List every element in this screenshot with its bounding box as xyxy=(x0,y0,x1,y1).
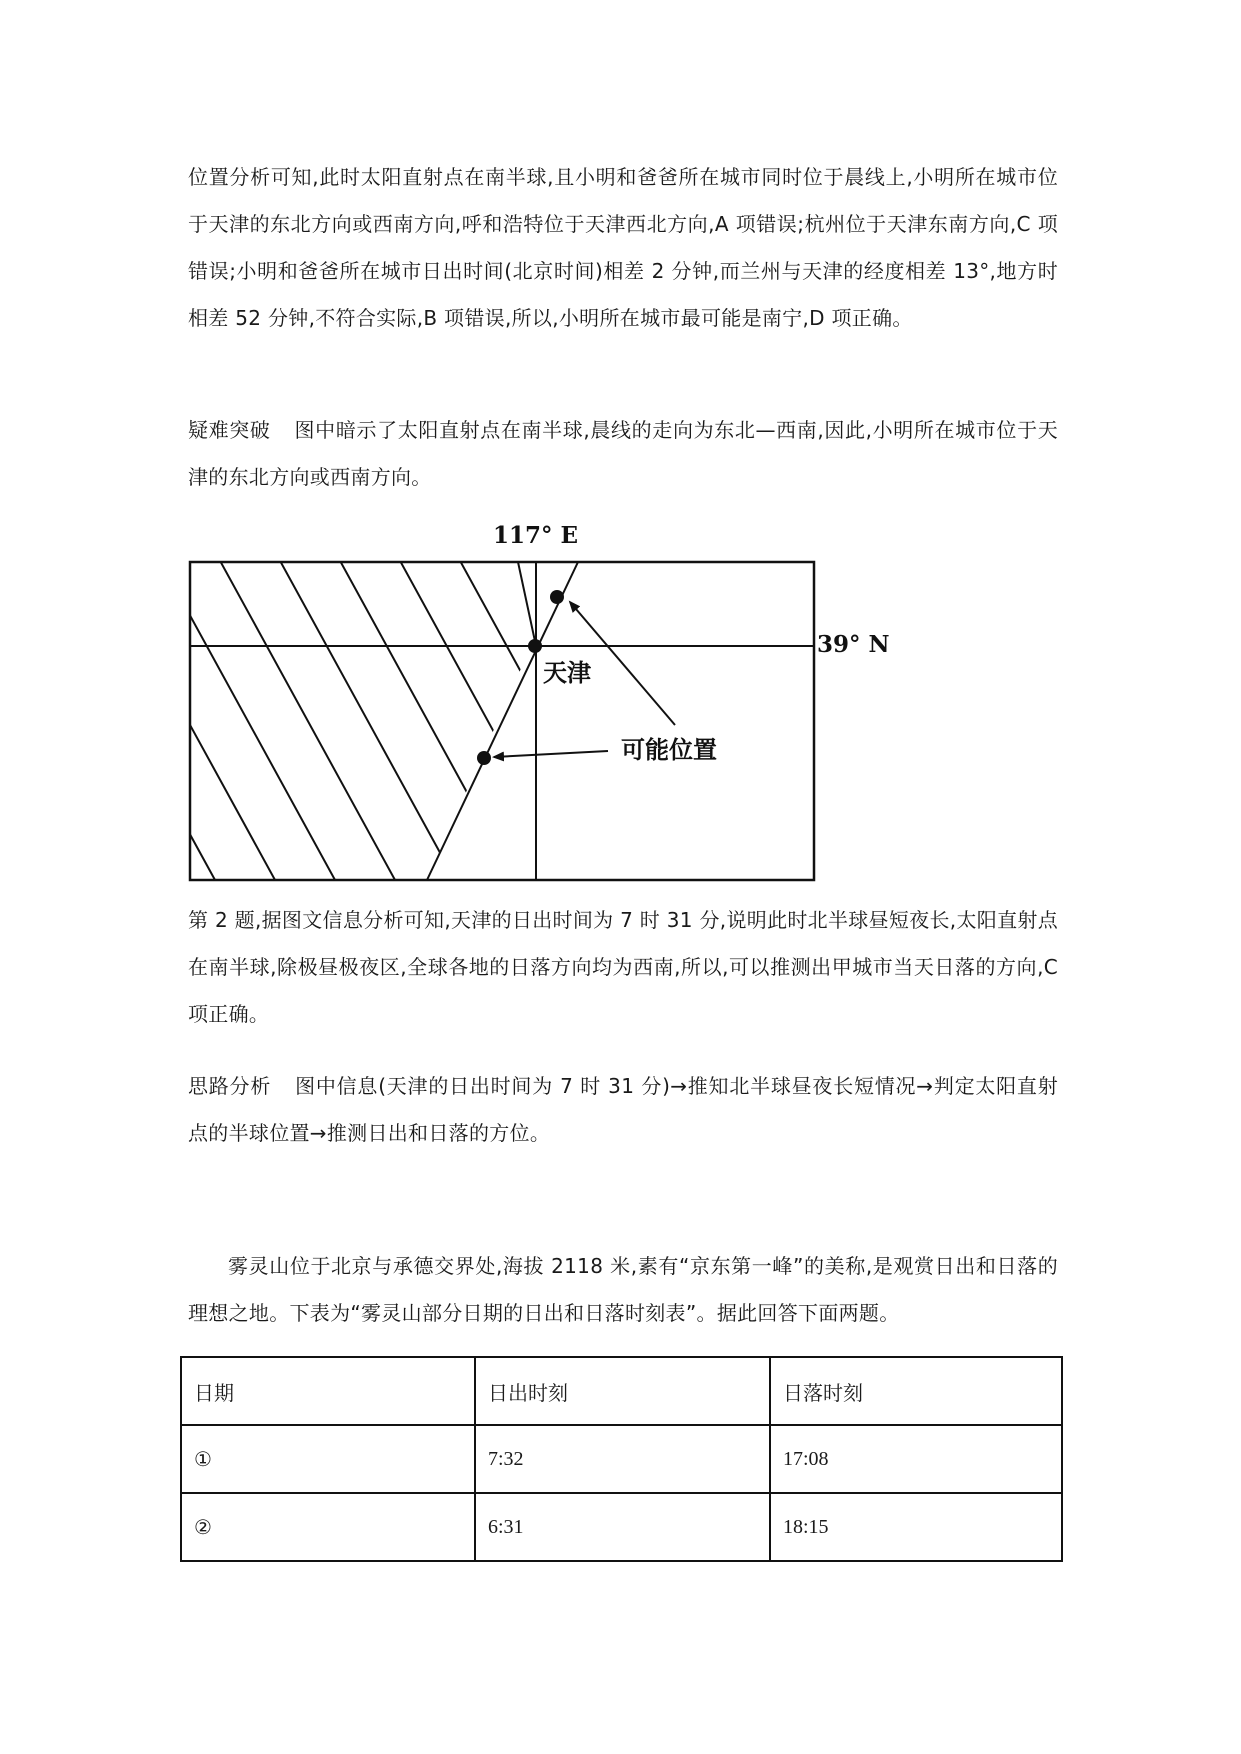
terminator-line xyxy=(427,562,578,880)
sunrise-sunset-table xyxy=(180,1356,1063,1562)
reasoning-analysis-paragraph xyxy=(188,1063,1058,1157)
callout-label: 可能位置 xyxy=(621,736,717,764)
table-cell: 6:31 xyxy=(475,1493,770,1561)
table-cell: 17:08 xyxy=(770,1425,1062,1493)
table-row xyxy=(181,1425,1062,1493)
table-cell: 7:32 xyxy=(475,1425,770,1493)
reasoning-analysis-lead: 思路分析 xyxy=(188,1074,272,1098)
table-header-cell: 日落时刻 xyxy=(770,1357,1062,1425)
tianjin-point xyxy=(528,639,542,653)
table-cell: ② xyxy=(181,1493,475,1561)
table-header-cell: 日期 xyxy=(181,1357,475,1425)
longitude-label: 117° E xyxy=(493,522,579,549)
table-cell: ① xyxy=(181,1425,475,1493)
reasoning-analysis-text: 图中信息(天津的日出时间为 7 时 31 分)→推知北半球昼夜长短情况→判定太阳直射点的半球位置→推测日出和日落的方位。 xyxy=(188,1074,1059,1145)
answer-paragraph-1: 位置分析可知,此时太阳直射点在南半球,且小明和爸爸所在城市同时位于晨线上,小明所在城市位于天津的东北方向或西南方向,呼和浩特位于天津西北方向,A 项错误;杭州位于天津东南方向,C 项错误;小明和爸爸所在城市日出时间(北京时间)相差 2 分钟,而兰州与天津的经度相差 13°,地方时相差 52 分钟,不符合实际,B 项错误,所以,小明所在城市最可能是南宁,D 项正确。 xyxy=(188,165,1058,330)
possible-position-sw-point xyxy=(477,751,491,765)
latitude-label: 39° N xyxy=(817,631,890,658)
possible-position-ne-point xyxy=(550,590,564,604)
question-intro-paragraph: 雾灵山位于北京与承德交界处,海拔 2118 米,素有“京东第一峰”的美称,是观赏日出和日落的理想之地。下表为“雾灵山部分日期的日出和日落时刻表”。据此回答下面两题。 xyxy=(188,1254,1058,1325)
table-cell: 18:15 xyxy=(770,1493,1062,1561)
table-header-cell: 日出时刻 xyxy=(475,1357,770,1425)
table-header-row xyxy=(181,1357,1062,1425)
terminator-edge xyxy=(518,562,536,646)
city-label: 天津 xyxy=(543,659,591,687)
table-row xyxy=(181,1493,1062,1561)
callout-arrow-sw xyxy=(494,751,608,757)
answer-paragraph-2: 第 2 题,据图文信息分析可知,天津的日出时间为 7 时 31 分,说明此时北半球昼短夜长,太阳直射点在南半球,除极昼极夜区,全球各地的日落方向均为西南,所以,可以推测出甲城市当天日落的方向,C 项正确。 xyxy=(188,908,1058,1026)
difficulty-breakthrough-text: 图中暗示了太阳直射点在南半球,晨线的走向为东北—西南,因此,小明所在城市位于天津的东北方向或西南方向。 xyxy=(188,418,1058,489)
difficulty-breakthrough-lead: 疑难突破 xyxy=(188,418,271,442)
